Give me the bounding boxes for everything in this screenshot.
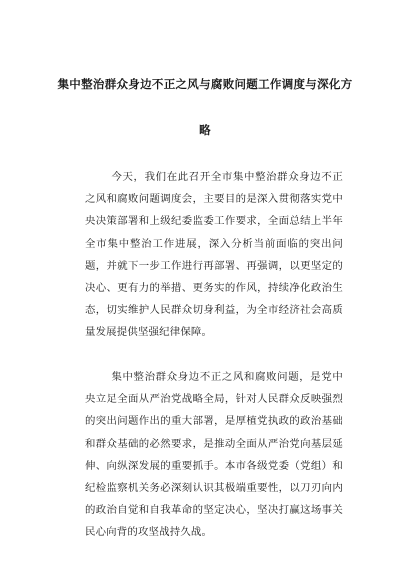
paragraph-text: 今天，我们在此召开全市集中整治群众身边不正之风和腐败问题调度会，主要目的是深入贯彻落实党中央决策部署和上级纪委监委工作要求，全面总结上半年全市集中整治工作进展，深入分析当前面临的突出问题，并就下一步工作进行再部署、再强调，以更坚定的决心、更有力的举措、更务实的作风，持续净化政治生态，切实维护人民群众切身利益，为全市经济社会高质量发展提供坚强纪律保障。 — [85, 171, 343, 339]
body-paragraph-2 — [85, 366, 343, 544]
paragraph-text: 集中整治群众身边不正之风和腐败问题，是党中央立足全面从严治党战略全局，针对人民群众反映强烈的突出问题作出的重大部署，是厚植党执政的政治基础和群众基础的必然要求，是推动全面从严治党向基层延伸、向纵深发展的重要抓手。本市各级党委（党组）和纪检监察机关务必深刻认识其极端重要性，以刀刃向内的政治自觉和自我革命的坚定决心，坚决打赢这场事关民心向背的攻坚战持久战。 — [85, 371, 343, 539]
body-paragraph-1 — [85, 166, 343, 344]
document-title-line-1: 集中整治群众身边不正之风与腐败问题工作调度与深化方 — [57, 77, 353, 91]
document-title-line-2: 略 — [199, 123, 211, 137]
